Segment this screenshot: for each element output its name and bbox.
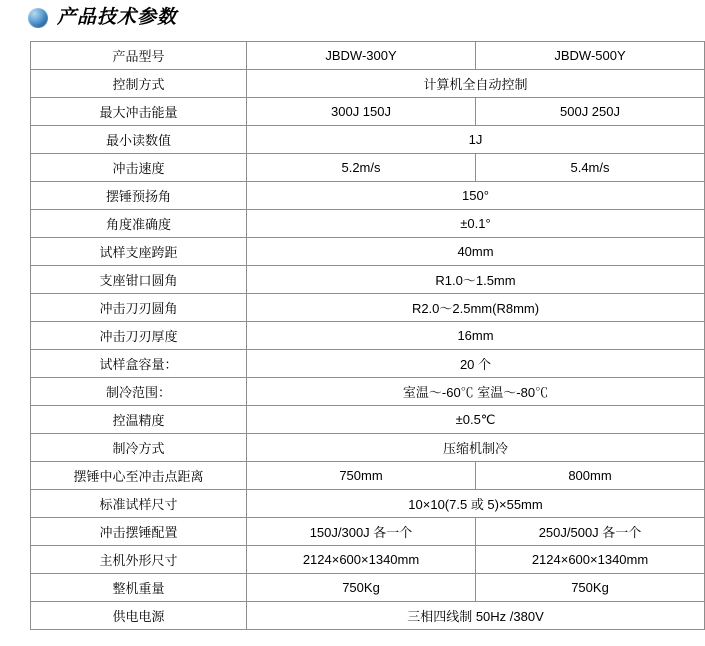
row-label: 供电电源 (31, 602, 247, 630)
row-label: 最大冲击能量 (31, 98, 247, 126)
page-title: 产品技术参数 (57, 7, 178, 28)
table-row (31, 154, 705, 182)
row-value: 250J/500J 各一个 (476, 518, 705, 546)
row-label: 试样支座跨距 (31, 238, 247, 266)
table-row (31, 238, 705, 266)
row-label: 产品型号 (31, 42, 247, 70)
row-value: 10×10(7.5 或 5)×55mm (247, 490, 705, 518)
row-value: 20 个 (247, 350, 705, 378)
row-value: 2124×600×1340mm (247, 546, 476, 574)
row-value: R2.0～2.5mm(R8mm) (247, 294, 705, 322)
table-row (31, 546, 705, 574)
row-value: 800mm (476, 462, 705, 490)
row-value: 40mm (247, 238, 705, 266)
table-row (31, 462, 705, 490)
row-value: 500J 250J (476, 98, 705, 126)
row-label: 冲击摆锤配置 (31, 518, 247, 546)
row-value: 室温～-60℃ 室温～-80℃ (247, 378, 705, 406)
table-row (31, 210, 705, 238)
row-value: 1J (247, 126, 705, 154)
row-value: 5.2m/s (247, 154, 476, 182)
row-label: 冲击速度 (31, 154, 247, 182)
row-value: 16mm (247, 322, 705, 350)
table-row (31, 518, 705, 546)
table-row (31, 126, 705, 154)
row-value: 计算机全自动控制 (247, 70, 705, 98)
table-row (31, 322, 705, 350)
row-label: 控温精度 (31, 406, 247, 434)
table-row (31, 42, 705, 70)
table-row (31, 266, 705, 294)
table-row (31, 574, 705, 602)
row-value: 2124×600×1340mm (476, 546, 705, 574)
row-value: 750mm (247, 462, 476, 490)
row-label: 主机外形尺寸 (31, 546, 247, 574)
row-label: 支座钳口圆角 (31, 266, 247, 294)
row-value: R1.0～1.5mm (247, 266, 705, 294)
spec-table-container (0, 35, 705, 630)
table-row (31, 602, 705, 630)
row-label: 标准试样尺寸 (31, 490, 247, 518)
row-value: JBDW-500Y (476, 42, 705, 70)
row-label: 整机重量 (31, 574, 247, 602)
table-row (31, 294, 705, 322)
row-value: 5.4m/s (476, 154, 705, 182)
row-label: 角度准确度 (31, 210, 247, 238)
row-value: 300J 150J (247, 98, 476, 126)
table-row (31, 406, 705, 434)
row-value: 150° (247, 182, 705, 210)
row-value: 压缩机制冷 (247, 434, 705, 462)
row-value: 750Kg (247, 574, 476, 602)
spec-table (30, 41, 705, 630)
row-value: 750Kg (476, 574, 705, 602)
table-row (31, 70, 705, 98)
row-label: 摆锤预扬角 (31, 182, 247, 210)
table-row (31, 98, 705, 126)
row-label: 摆锤中心至冲击点距离 (31, 462, 247, 490)
row-label: 冲击刀刃厚度 (31, 322, 247, 350)
table-row (31, 490, 705, 518)
row-value: 150J/300J 各一个 (247, 518, 476, 546)
row-label: 制冷方式 (31, 434, 247, 462)
spec-table-body (31, 42, 705, 630)
table-row (31, 182, 705, 210)
page-header (0, 0, 705, 35)
table-row (31, 378, 705, 406)
blue-sphere-icon (28, 8, 48, 28)
row-label: 最小读数值 (31, 126, 247, 154)
row-label: 制冷范围： (31, 378, 247, 406)
row-value: JBDW-300Y (247, 42, 476, 70)
row-label: 试样盒容量： (31, 350, 247, 378)
table-row (31, 434, 705, 462)
table-row (31, 350, 705, 378)
row-label: 控制方式 (31, 70, 247, 98)
row-value: ±0.5℃ (247, 406, 705, 434)
row-value: ±0.1° (247, 210, 705, 238)
row-label: 冲击刀刃圆角 (31, 294, 247, 322)
row-value: 三相四线制 50Hz /380V (247, 602, 705, 630)
